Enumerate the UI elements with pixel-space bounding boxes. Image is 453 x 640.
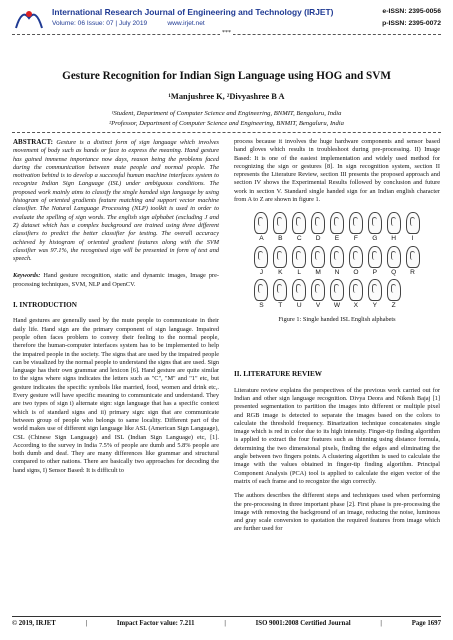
sign-letter: K [278,268,283,276]
sign-letter: M [315,268,321,276]
hand-sign-icon [254,279,268,301]
sign-w [328,279,347,310]
keywords-label: Keywords: [13,272,41,280]
sign-letter: N [334,268,340,276]
hand-sign-icon [387,246,401,268]
sign-letter: G [372,235,378,243]
sign-a [252,212,271,243]
sign-i [403,212,422,243]
journal-title: International Research Journal of Engineering and Technology (IRJET) [52,7,334,17]
sign-letter: F [353,235,358,243]
divider-stars: *** [222,30,231,36]
sign-z [384,279,403,310]
hand-sign-icon [292,279,306,301]
sign-letter: B [278,235,283,243]
affiliation-divider [12,132,441,133]
hand-sign-icon [292,212,306,234]
sign-letter: Z [391,301,396,309]
sign-u [290,279,309,310]
hand-sign-icon [387,212,401,234]
footer-page: Page 1697 [411,620,441,627]
hand-sign-icon [368,246,382,268]
hand-sign-icon [349,279,363,301]
sign-x [346,279,365,310]
sign-letter: C [296,235,302,243]
sign-letter: U [296,301,302,309]
sign-r [403,246,422,277]
footer-sep: | [85,620,88,627]
sign-letter: E [334,235,340,243]
sign-g [365,212,384,243]
sign-t [271,279,290,310]
sign-letter: J [259,268,264,276]
sign-k [271,246,290,277]
figure-caption: Figure 1: Single handed ISL English alphabets [278,316,396,324]
sign-p [365,246,384,277]
sign-v [309,279,328,310]
sign-e [328,212,347,243]
intro-text: Hand gestures are generally used by the mute people to communicate in their daily life. Hand sign are the primary component of sign language. Impaired people often faces problem to convey their feeling to the normal people, therefore the human-computer interfaces system has to be implemented to help the impaired people in the society. The signs that are used by the impaired people can be visualized by the normal people to understand the signs that are used. Sign language has their own grammar and lexicon [6]. Hand gesture are quite similar to the signs where signs indicates the letters such as "C", "M" and "1" etc, but gesture indicates the specific symbols like married, food, women and drink etc,. Every gesture will have specific meaning to communicate and understand. They are two types of sign i) alternate sign: sign language that has a specific context which is of standard signs and ii) primary sign: sign that are communicate between group of people who belongs to same locality. Different part of the world makes use of different sign language like ASL (American Sign Language), CSL (Chinese Sign Language) and ISL (Indian Sign Language) etc, [1]. According to the survey in India 7.5% of people are dumb and 5.8% people are both dumb and deaf. They are many differences like grammar and structural compared to other nations. There are basically two approaches for decoding the hand signs, I) Sensor Based: It is difficult to [13,317,219,474]
sign-h [384,212,403,243]
hand-sign-icon [273,246,287,268]
volume-text: Volume: 06 Issue: 07 | July 2019 [52,20,148,27]
sign-letter: Y [372,301,377,309]
hand-sign-icon [273,279,287,301]
keywords-text: Hand gesture recognition, static and dynamic images, Image pre-processing techniques, SVM, NLP and OpenCV. [13,272,219,288]
sign-letter: Q [391,268,397,276]
abstract-label: ABSTRACT: [13,138,53,146]
sign-letter: S [259,301,264,309]
sign-alphabet-grid [234,212,440,310]
figure-1 [234,212,440,358]
sign-letter: H [391,235,397,243]
footer-sep: | [380,620,382,627]
lit-text-2: The authors describes the different steps and techniques used when performing the pre-processing in three important phase [2]. First phase is pre-processing the image with removing the background of an image, reducing the noise, luminous and gray scale conversion to quotation the required features from image which are further used for [234,492,440,533]
affiliation-1: ¹Student, Department of Computer Science and Engineering, BNMIT, Bengaluru, India [111,110,342,117]
footer-copyright: © 2019, IRJET [12,620,56,627]
intro-heading: I. INTRODUCTION [13,301,77,310]
hand-sign-icon [273,212,287,234]
footer-impact: Impact Factor value: 7.211 [116,620,195,627]
abstract-text: Gesture is a distinct form of sign language which involves movement of body such as hands or face to express the meaning. Hand gesture has gained immense importance now days, reason being the problems faced during the communication between mute people and normal people. The motivation behind is to develop a successful human machine interfaces system to recognize Indian Sign Language (ISL) under ambiguous conditions. The proposed work mainly aims to classify the single handed sign language by using histogram of oriented gradients feature matching and support vector machine classifier. The Natural Language Processing (NLP) toolkit is used in order to evaluate the spelling of sign words. The english sign alphabet (excluding J and Z) dataset which has a complex background are trained using three different classifiers to predict the better classifier for testing. The overall accuracy achieved by histogram of oriented gradient features along with the SVM classifier was 97.1%, the recognised sign will be presented in form of text and speech. [13,139,219,263]
affiliation-2: ²Professor, Department of Computer Science and Engineering, BNMIT, Bengaluru, India [109,120,344,127]
irjet-logo [14,6,44,32]
hand-sign-icon [330,246,344,268]
abstract [13,138,219,263]
hand-sign-icon [349,212,363,234]
paper-title: Gesture Recognition for Indian Sign Language using HOG and SVM [62,70,391,82]
sign-letter: O [353,268,359,276]
header-stars [0,30,453,36]
sign-l [290,246,309,277]
hand-sign-icon [254,246,268,268]
sign-letter: A [259,235,264,243]
sign-letter: R [410,268,415,276]
journal-website: www.irjet.net [167,20,205,27]
paper-authors: ¹Manjushree K, ²Divyashree B A [168,92,285,101]
footer-divider [12,616,441,617]
sign-letter: P [372,268,377,276]
hand-sign-icon [311,212,325,234]
sign-n [328,246,347,277]
hand-sign-icon [254,212,268,234]
footer-iso: ISO 9001:2008 Certified Journal [255,620,351,627]
journal-volume [52,20,205,27]
hand-sign-icon [311,279,325,301]
eissn: e-ISSN: 2395-0056 [382,8,441,15]
hand-sign-icon [387,279,401,301]
footer-sep: | [224,620,226,627]
sign-letter: D [315,235,321,243]
hand-sign-icon [368,212,382,234]
sign-c [290,212,309,243]
hand-sign-icon [330,279,344,301]
hand-sign-icon [330,212,344,234]
sign-letter: T [278,301,283,309]
journal-header [0,0,453,38]
sign-b [271,212,290,243]
sign-j [252,246,271,277]
sign-s [252,279,271,310]
right-intro-text: process because it involves the huge hardware components and sensor based hand gloves which results in troubleshoot during pre-processing. II) Image Based: It is one of the easiest implementation and widely used method for recognizing the sign or gestures [8]. In sign recognition system, section II represents the Literature Review, section III presents the proposed approach and section IV shows the Experimental Results followed by conclusion and future work in section V. Standard single handed sign for an Indian english character from A to Z are shown in figure 1. [234,138,440,204]
left-column [13,138,219,475]
sign-o [346,246,365,277]
hand-sign-icon [311,246,325,268]
hand-sign-icon [406,212,420,234]
sign-f [346,212,365,243]
sign-letter: I [411,235,414,243]
sign-letter: X [353,301,359,309]
sign-q [384,246,403,277]
lit-text-1: Literature review explains the perspectives of the previous work carried out for Indian and other sign language recognition. Divya Deora and Nikesh Bajaj [1] presented segmentation to partition the images into different or multiple pixel and RGB image is detected to separate the images based on the colors to calculate the threshold frequency. Binarization technique concatenates single image which is red in color due to its high intensity. Finger-tip finding algorithm is applied to extract the four features such as thinning using distance formula, determining the two dimensional pixels, finding the edges and eliminating the angle between two fingers points. A clustering algorithm is used to calculate the image with the values obtained in finger-tip finding algorithm. Principal Component Analysis (PCA) tool is applied to calculate the eigen vector of the matrix of each frame and to recognize the sign correctly. [234,386,440,485]
sign-letter: W [333,301,341,309]
hand-sign-icon [349,246,363,268]
sign-d [309,212,328,243]
sign-y [365,279,384,310]
sign-m [309,246,328,277]
pissn: p-ISSN: 2395-0072 [382,20,441,27]
irjet-logo-icon [14,6,44,32]
right-column [234,138,440,534]
sign-letter: L [297,268,302,276]
page-footer [12,620,441,627]
hand-sign-icon [406,246,420,268]
lit-heading: II. LITERATURE REVIEW [234,370,322,379]
sign-letter: V [315,301,321,309]
hand-sign-icon [292,246,306,268]
keywords [13,272,219,289]
hand-sign-icon [368,279,382,301]
